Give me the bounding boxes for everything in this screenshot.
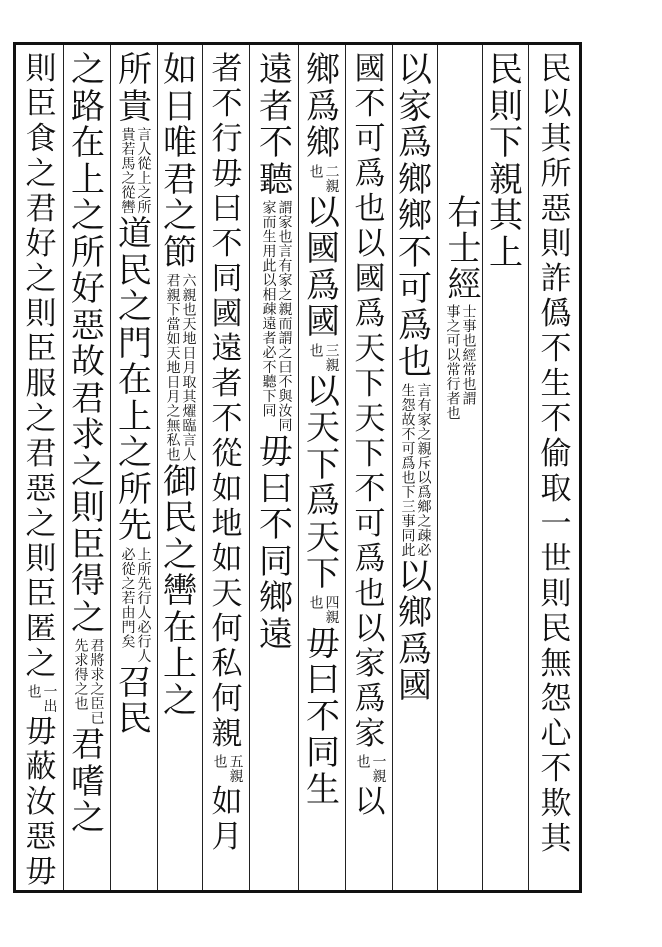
main-text-char: 爲 (354, 541, 386, 577)
main-text-char: 君 (163, 159, 197, 200)
commentary-line: 上所先行人必行人 (135, 546, 152, 663)
main-text-char: 者 (259, 86, 293, 127)
commentary-line: 四親 (323, 594, 340, 624)
main-text-char: 則 (71, 488, 105, 528)
commentary-line: 也 (307, 594, 324, 609)
main-text-char: 國 (306, 302, 340, 342)
main-text-char: 毋 (306, 623, 340, 664)
main-text-char: 不 (259, 123, 293, 163)
main-text-char: 其 (540, 121, 572, 157)
main-text-char: 聽 (259, 159, 293, 200)
main-text-char: 可 (354, 506, 386, 542)
commentary-line: 事之可以常行者也 (444, 304, 461, 420)
commentary-line: 也 (354, 754, 371, 769)
main-text-char: 之 (163, 680, 197, 721)
main-text-char: 之 (25, 156, 57, 192)
commentary-line: 貴若馬之從轡 (119, 127, 136, 214)
main-text-char: 何 (211, 681, 243, 717)
main-text-char: 先 (118, 506, 152, 546)
main-text-char: 爲 (354, 156, 386, 192)
main-text-char: 臣 (25, 331, 57, 367)
main-text-char: 下 (489, 123, 523, 163)
main-text-char: 之 (71, 196, 105, 236)
main-text-char: 爲 (398, 123, 432, 163)
main-text-char: 日 (163, 86, 197, 127)
commentary-line: 言人從上之所 (135, 127, 152, 214)
main-text-char: 鄉 (259, 578, 293, 618)
main-text-char: 怨 (540, 681, 572, 717)
main-text-char: 同 (211, 261, 243, 297)
main-text-char: 則 (540, 576, 572, 612)
main-text-char: 道 (118, 214, 152, 254)
main-text-char: 可 (398, 269, 432, 309)
text-column (251, 52, 301, 890)
main-text-char: 臣 (25, 576, 57, 612)
main-text-char: 天 (354, 401, 386, 437)
main-text-char: 國 (354, 52, 386, 87)
main-text-char: 匿 (25, 611, 57, 647)
commentary-note (308, 595, 339, 624)
main-text-char: 之 (71, 798, 105, 838)
commentary-line: 二親 (323, 163, 340, 193)
main-text-char: 不 (540, 331, 572, 367)
main-text-char: 曰 (259, 468, 293, 509)
main-text-char: 嗜 (71, 761, 105, 802)
text-column (155, 52, 205, 890)
main-text-char: 生 (306, 769, 340, 810)
main-text-char: 故 (71, 342, 105, 382)
commentary-line: 家而生用此以相疎遠者必不聽下同 (260, 200, 277, 418)
main-text-char: 爲 (306, 86, 340, 127)
commentary-note (445, 304, 476, 420)
text-column (390, 52, 440, 890)
commentary-line: 也 (211, 754, 228, 769)
main-text-char: 民 (163, 498, 197, 538)
main-text-char: 民 (118, 699, 152, 739)
commentary-note (261, 200, 292, 432)
main-text-char: 下 (306, 444, 340, 485)
main-text-char: 君 (71, 378, 105, 419)
main-text-char: 之 (25, 401, 57, 437)
main-text-char: 轡 (163, 571, 197, 611)
text-column (345, 52, 395, 890)
main-text-char: 之 (118, 433, 152, 473)
main-text-char: 其 (540, 821, 572, 857)
main-text-char: 鄉 (398, 593, 432, 633)
main-text-char: 爲 (354, 296, 386, 332)
main-text-char: 御 (163, 461, 197, 502)
commentary-note (212, 754, 243, 783)
commentary-line: 三親 (323, 342, 340, 372)
main-text-char: 惡 (71, 305, 105, 346)
commentary-line: 也 (307, 163, 324, 178)
main-text-char: 不 (211, 401, 243, 437)
main-text-char: 家 (354, 716, 386, 752)
main-text-char: 也 (398, 342, 432, 382)
main-text-char: 不 (354, 86, 386, 122)
commentary-line: 六親也天地日月取其燿臨言人 (180, 273, 197, 462)
main-text-char: 爲 (306, 265, 340, 306)
main-text-char: 爲 (354, 681, 386, 717)
main-text-char: 遠 (259, 52, 293, 90)
main-text-char: 君 (25, 191, 57, 227)
commentary-note (120, 547, 151, 663)
main-text-char: 之 (163, 534, 197, 575)
main-text-char: 之 (71, 451, 105, 492)
main-text-char: 從 (211, 436, 243, 472)
main-text-char: 僞 (540, 296, 572, 332)
main-text-char: 上 (118, 396, 152, 437)
main-text-char: 惡 (25, 819, 57, 855)
main-text-char: 則 (540, 226, 572, 262)
main-text-char: 上 (163, 644, 197, 684)
main-text-char: 下 (354, 436, 386, 472)
main-text-char: 可 (354, 121, 386, 157)
main-text-char: 生 (540, 366, 572, 402)
main-text-char: 鄉 (398, 159, 432, 200)
main-text-char: 以 (540, 86, 572, 122)
main-text-char: 天 (354, 331, 386, 367)
main-text-char: 之 (25, 646, 57, 682)
commentary-line: 一親 (370, 754, 387, 783)
section-heading: 右士經 (441, 194, 481, 302)
main-text-char: 惡 (25, 471, 57, 507)
main-text-char: 心 (540, 716, 572, 752)
main-text-char: 民 (489, 52, 523, 90)
main-text-char: 地 (211, 506, 243, 542)
main-text-char: 者 (211, 366, 243, 402)
commentary-line: 先求得之也 (72, 638, 89, 711)
main-text-char: 國 (306, 229, 340, 269)
main-text-char: 家 (398, 86, 432, 127)
main-text-char: 所 (118, 469, 152, 510)
text-column (435, 52, 485, 890)
main-text-char: 上 (71, 159, 105, 200)
main-text-char: 求 (71, 415, 105, 455)
main-text-char: 則 (25, 296, 57, 332)
main-text-char: 國 (211, 296, 243, 332)
main-text-char: 以 (306, 371, 340, 412)
main-text-char: 在 (118, 360, 152, 400)
main-text-char: 世 (540, 541, 572, 577)
main-text-char: 在 (71, 123, 105, 163)
main-text-char: 鄉 (306, 52, 340, 90)
main-text-char: 得 (71, 561, 105, 601)
main-text-char: 不 (306, 696, 340, 737)
main-text-char: 不 (540, 751, 572, 787)
main-text-char: 之 (25, 506, 57, 542)
main-text-char: 同 (259, 541, 293, 582)
main-text-char: 門 (118, 323, 152, 364)
main-text-char: 爲 (306, 481, 340, 521)
main-text-char: 親 (211, 716, 243, 752)
main-text-char: 如 (211, 541, 243, 577)
main-text-char: 汝 (25, 784, 57, 820)
main-text-char: 民 (118, 250, 152, 291)
main-text-char: 家 (354, 646, 386, 682)
main-text-char: 之 (25, 261, 57, 297)
main-text-char: 下 (354, 366, 386, 402)
main-text-char: 鄉 (306, 123, 340, 163)
main-text-char: 爲 (398, 629, 432, 670)
main-text-char: 民 (540, 611, 572, 647)
commentary-line: 士事也經常也謂 (460, 304, 477, 406)
main-text-char: 路 (71, 86, 105, 127)
commentary-line: 一出 (41, 684, 58, 713)
text-column (110, 52, 160, 890)
commentary-note (165, 273, 196, 462)
main-text-char: 毋 (25, 854, 57, 890)
commentary-line: 五親 (227, 754, 244, 783)
main-text-char: 節 (163, 232, 197, 273)
commentary-line: 也 (25, 684, 42, 699)
main-text-char: 所 (118, 52, 152, 90)
commentary-note (308, 164, 339, 193)
main-text-char: 如 (163, 52, 197, 90)
main-text-char: 不 (354, 471, 386, 507)
main-text-char: 以 (306, 192, 340, 233)
main-text-char: 行 (211, 121, 243, 157)
commentary-line: 言有家之親斥以爲鄉之疎必 (415, 382, 432, 557)
main-text-char: 蔽 (25, 749, 57, 785)
commentary-line: 君將求之臣已 (88, 638, 105, 725)
main-text-char: 不 (398, 232, 432, 273)
main-text-char: 也 (354, 576, 386, 612)
main-text-char: 偷 (540, 436, 572, 472)
main-text-char: 在 (163, 607, 197, 648)
commentary-note (308, 343, 339, 372)
main-text-char: 遠 (259, 614, 293, 655)
text-column (298, 52, 348, 890)
main-text-char: 如 (211, 471, 243, 507)
text-column (202, 52, 252, 890)
main-text-char: 則 (25, 52, 57, 87)
main-text-char: 之 (71, 597, 105, 638)
main-text-char: 爲 (398, 305, 432, 346)
commentary-note (26, 684, 57, 713)
main-text-char: 以 (398, 52, 432, 90)
main-text-char: 毋 (259, 432, 293, 472)
text-column (63, 52, 113, 890)
main-text-char: 貴 (118, 86, 152, 127)
main-text-char: 所 (71, 232, 105, 273)
main-text-char: 唯 (163, 123, 197, 163)
main-text-char: 何 (211, 611, 243, 647)
main-text-char: 上 (489, 232, 523, 273)
main-text-char: 惡 (540, 191, 572, 227)
main-text-char: 無 (540, 646, 572, 682)
main-text-char: 服 (25, 366, 57, 402)
main-text-char: 私 (211, 646, 243, 682)
main-text-char: 月 (211, 819, 243, 855)
main-text-char: 所 (540, 156, 572, 192)
main-text-char: 詐 (540, 261, 572, 297)
main-text-char: 天 (306, 517, 340, 558)
main-text-char: 曰 (211, 191, 243, 227)
main-text-char: 不 (211, 86, 243, 122)
main-text-char: 不 (259, 505, 293, 545)
commentary-note (73, 638, 104, 725)
main-text-char: 召 (118, 662, 152, 703)
main-text-char: 食 (25, 121, 57, 157)
commentary-line: 君親下當如天地日月之無私也 (164, 273, 181, 462)
main-text-char: 毋 (211, 156, 243, 192)
main-text-char: 曰 (306, 660, 340, 700)
main-text-char: 毋 (25, 714, 57, 750)
commentary-line: 必從之若由門矣 (119, 546, 136, 648)
main-text-char: 同 (306, 733, 340, 773)
main-text-char: 鄉 (398, 196, 432, 236)
main-text-char: 一 (540, 506, 572, 542)
main-text-char: 之 (71, 52, 105, 90)
main-text-char: 以 (398, 556, 432, 597)
main-text-char: 之 (118, 287, 152, 327)
main-text-char: 好 (71, 269, 105, 309)
main-text-char: 也 (354, 191, 386, 227)
main-text-char: 以 (354, 784, 386, 820)
main-text-char: 以 (354, 226, 386, 262)
main-text-char: 不 (540, 401, 572, 437)
main-text-char: 則 (489, 86, 523, 127)
main-text-char: 其 (489, 196, 523, 236)
main-text-char: 下 (306, 554, 340, 594)
commentary-line: 生怨故不可爲也下三事同此 (399, 382, 416, 557)
main-text-char: 國 (398, 666, 432, 706)
main-text-char: 不 (211, 226, 243, 262)
commentary-note (355, 754, 386, 783)
commentary-line: 謂家也言有家之親而謂之曰不與汝同 (276, 200, 293, 432)
main-text-char: 君 (25, 436, 57, 472)
main-text-char: 親 (489, 159, 523, 200)
main-text-char: 如 (211, 784, 243, 820)
commentary-note (400, 383, 431, 557)
main-text-char: 國 (354, 261, 386, 297)
main-text-char: 臣 (71, 524, 105, 565)
text-column (481, 52, 531, 890)
main-text-char: 遠 (211, 331, 243, 367)
commentary-line: 也 (307, 342, 324, 357)
text-column (16, 52, 66, 890)
main-text-char: 天 (306, 408, 340, 448)
main-text-char: 臣 (25, 86, 57, 122)
text-column (531, 52, 581, 890)
main-text-char: 以 (354, 611, 386, 647)
main-text-char: 之 (163, 196, 197, 236)
main-text-char: 天 (211, 576, 243, 612)
main-text-char: 民 (540, 52, 572, 87)
main-text-char: 好 (25, 226, 57, 262)
main-text-char: 取 (540, 471, 572, 507)
commentary-note (120, 127, 151, 214)
main-text-char: 君 (71, 725, 105, 765)
main-text-char: 則 (25, 541, 57, 577)
main-text-char: 欺 (540, 786, 572, 822)
main-text-char: 者 (211, 52, 243, 87)
